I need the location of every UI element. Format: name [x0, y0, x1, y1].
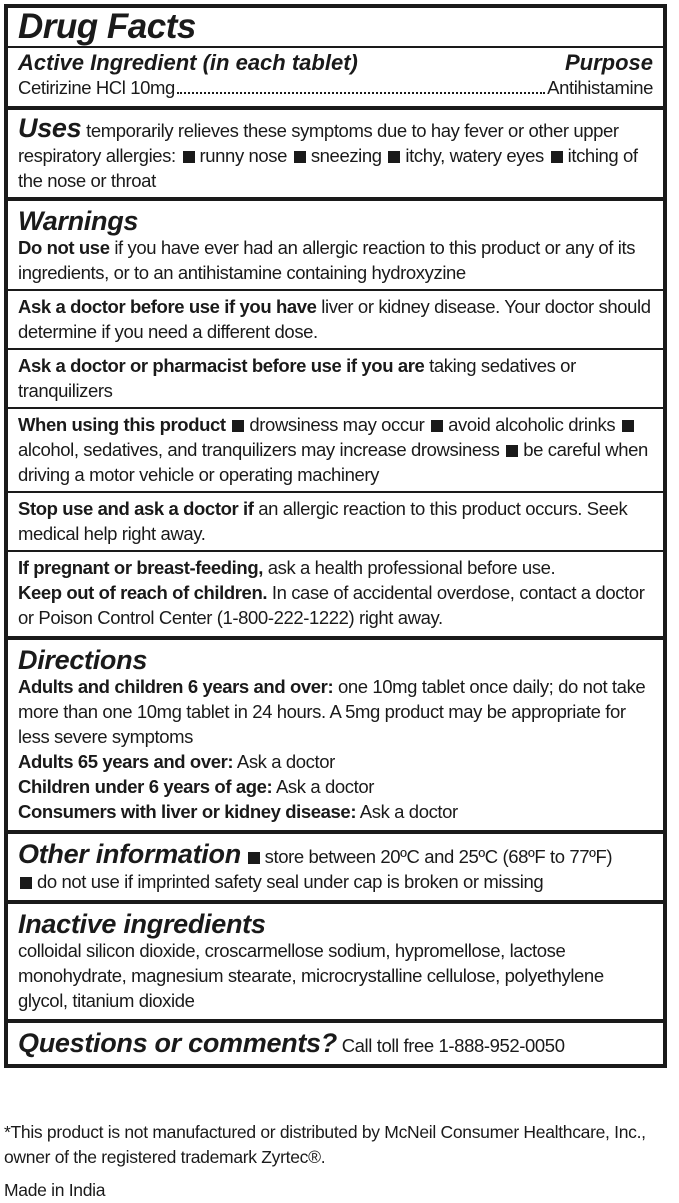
ingredient-name: Cetirizine HCl 10mg: [18, 77, 175, 98]
directions-title: Directions: [18, 645, 148, 675]
directions-section: [8, 640, 663, 834]
directions-consumers: Consumers with liver or kidney disease: Ask a doctor: [18, 801, 458, 822]
uses-title: Uses: [18, 113, 82, 143]
made-in-label: Made in India: [4, 1180, 106, 1200]
drug-facts-title: Drug Facts: [18, 7, 196, 46]
ingredient-purpose: Antihistamine: [547, 77, 653, 98]
drug-facts-section: [8, 8, 663, 110]
questions-text: Questions or comments? Call toll free 1-888-952-0050: [18, 1028, 565, 1058]
uses-section: [8, 110, 663, 201]
uses-text: Uses temporarily relieves these symptoms due to hay fever or other upper respiratory allergies: runny nose sneezing itchy, watery eyes itching of the nose or throat: [18, 113, 638, 191]
active-ingredient-label: Active Ingredient (in each tablet): [18, 50, 358, 75]
bullet-icon: [294, 151, 306, 163]
bullet-icon: [232, 420, 244, 432]
bullet-icon: [622, 420, 634, 432]
drug-facts-panel: [4, 4, 667, 1068]
other-info-section: [8, 834, 663, 904]
active-ingredient-row: [18, 76, 653, 106]
bullet-icon: [248, 852, 260, 864]
when-using-warning: When using this product drowsiness may occur avoid alcoholic drinks alcohol, sedatives, and tranquilizers may increase drowsiness be careful when driving a motor vehicle or operating machinery: [8, 407, 663, 491]
directions-adults: Adults and children 6 years and over: one 10mg tablet once daily; do not take more than one 10mg tablet in 24 hours. A 5mg product may be appropriate for less severe symptoms: [18, 676, 646, 747]
purpose-label: Purpose: [564, 50, 653, 75]
inactive-text: colloidal silicon dioxide, croscarmellose sodium, hypromellose, lactose monohydrate, magnesium stearate, microcrystalline cellulose, polyethylene glycol, titanium dioxide: [18, 940, 604, 1011]
directions-seniors: Adults 65 years and over: Ask a doctor: [18, 751, 335, 772]
keep-out-warning: Keep out of reach of children.: [18, 582, 268, 603]
do-not-use-warning: Do not use if you have ever had an allergic reaction to this product or any of its ingredients, or to an antihistamine containing hydroxyzine: [18, 237, 636, 283]
questions-section: [8, 1023, 663, 1064]
bullet-icon: [551, 151, 563, 163]
bullet-icon: [20, 877, 32, 889]
pregnancy-warning: If pregnant or breast-feeding, ask a health professional before use. Keep out of reach of children. In case of accidental overdose, contact a doctor or Poison Control Center (1-800-222-1222) right away.: [8, 550, 663, 636]
ask-pharmacist-warning: Ask a doctor or pharmacist before use if you are taking sedatives or tranquilizers: [8, 348, 663, 407]
bullet-icon: [388, 151, 400, 163]
other-info-title: Other information: [18, 839, 241, 869]
bullet-icon: [431, 420, 443, 432]
active-ingredient-header: [8, 46, 663, 76]
ask-doctor-warning: Ask a doctor before use if you have liver or kidney disease. Your doctor should determine if you need a different dose.: [8, 289, 663, 348]
warnings-title: Warnings: [18, 206, 139, 236]
directions-children: Children under 6 years of age: Ask a doctor: [18, 776, 375, 797]
warnings-section: [8, 201, 663, 640]
stop-use-warning: Stop use and ask a doctor if an allergic reaction to this product occurs. Seek medical help right away.: [8, 491, 663, 550]
trademark-disclaimer: *This product is not manufactured or distributed by McNeil Consumer Healthcare, Inc., owner of the registered trademark Zyrtec®.: [4, 1122, 646, 1167]
dotted-leader: [177, 92, 545, 94]
inactive-title: Inactive ingredients: [18, 909, 266, 939]
bullet-icon: [506, 445, 518, 457]
footer: [4, 1120, 675, 1203]
bullet-icon: [183, 151, 195, 163]
other-info-text: Other information store between 20ºC and 25ºC (68ºF to 77ºF) do not use if imprinted safety seal under cap is broken or missing: [18, 839, 613, 892]
inactive-section: [8, 904, 663, 1023]
questions-title: Questions or comments?: [18, 1028, 337, 1058]
